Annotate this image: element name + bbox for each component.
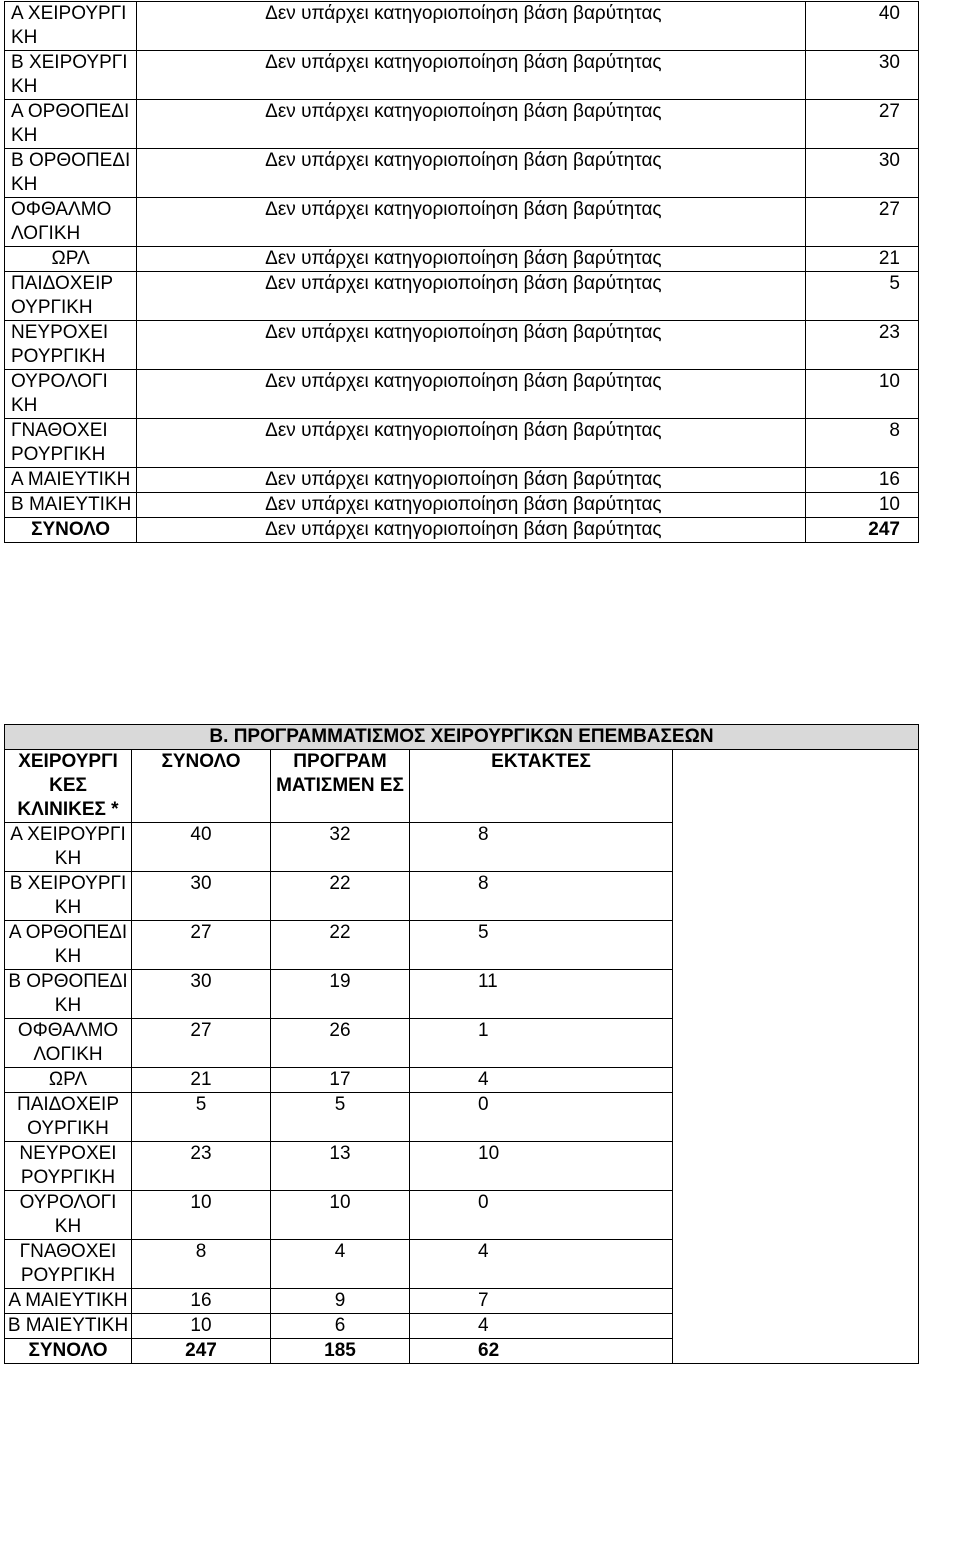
- summary-value: 21: [806, 247, 919, 272]
- schedule-total: 21: [132, 1068, 271, 1093]
- schedule-row: [5, 1019, 919, 1068]
- summary-note: Δεν υπάρχει κατηγοριοποίηση βάση βαρύτητας: [137, 149, 806, 198]
- schedule-total: 16: [132, 1289, 271, 1314]
- summary-value: 10: [806, 493, 919, 518]
- summary-value: 27: [806, 198, 919, 247]
- summary-note: Δεν υπάρχει κατηγοριοποίηση βάση βαρύτητας: [137, 100, 806, 149]
- summary-note: Δεν υπάρχει κατηγοριοποίηση βάση βαρύτητας: [137, 493, 806, 518]
- summary-clinic: ΝΕΥΡΟΧΕΙ ΡΟΥΡΓΙΚΗ: [5, 321, 137, 370]
- summary-note: Δεν υπάρχει κατηγοριοποίηση βάση βαρύτητας: [137, 247, 806, 272]
- schedule-emergency: 4: [410, 1068, 673, 1093]
- schedule-emergency: 7: [410, 1289, 673, 1314]
- schedule-total: 23: [132, 1142, 271, 1191]
- schedule-scheduled: 22: [271, 872, 410, 921]
- summary-clinic: Β ΟΡΘΟΠΕΔΙ ΚΗ: [5, 149, 137, 198]
- schedule-total: 30: [132, 872, 271, 921]
- schedule-scheduled: 26: [271, 1019, 410, 1068]
- schedule-clinic: Β ΟΡΘΟΠΕΔΙ ΚΗ: [5, 970, 132, 1019]
- summary-note: Δεν υπάρχει κατηγοριοποίηση βάση βαρύτητας: [137, 51, 806, 100]
- blank-column: [673, 750, 919, 823]
- schedule-total: 40: [132, 823, 271, 872]
- schedule-scheduled: 9: [271, 1289, 410, 1314]
- schedule-emergency: 0: [410, 1191, 673, 1240]
- schedule-emergency: 11: [410, 970, 673, 1019]
- summary-value: 23: [806, 321, 919, 370]
- summary-note: Δεν υπάρχει κατηγοριοποίηση βάση βαρύτητας: [137, 370, 806, 419]
- blank-cell: [673, 1191, 919, 1240]
- schedule-row: [5, 970, 919, 1019]
- summary-row: [5, 2, 919, 51]
- summary-note: Δεν υπάρχει κατηγοριοποίηση βάση βαρύτητας: [137, 468, 806, 493]
- schedule-scheduled: 19: [271, 970, 410, 1019]
- blank-cell: [673, 1019, 919, 1068]
- schedule-clinic: ΩΡΛ: [5, 1068, 132, 1093]
- summary-clinic: Α ΜΑΙΕΥΤΙΚΗ: [5, 468, 137, 493]
- schedule-total-row: [5, 1339, 919, 1364]
- schedule-row: [5, 1314, 919, 1339]
- schedule-total: 27: [132, 1019, 271, 1068]
- blank-cell: [673, 1093, 919, 1142]
- schedule-total: 8: [132, 1240, 271, 1289]
- blank-cell: [673, 1289, 919, 1314]
- summary-clinic: ΟΦΘΑΛΜΟ ΛΟΓΙΚΗ: [5, 198, 137, 247]
- schedule-scheduled: 10: [271, 1191, 410, 1240]
- header-clinics: ΧΕΙΡΟΥΡΓΙ ΚΕΣ ΚΛΙΝΙΚΕΣ *: [5, 750, 132, 823]
- schedule-emergency: 10: [410, 1142, 673, 1191]
- summary-value: 27: [806, 100, 919, 149]
- blank-cell: [673, 970, 919, 1019]
- summary-clinic: Α ΧΕΙΡΟΥΡΓΙ ΚΗ: [5, 2, 137, 51]
- summary-total-note: Δεν υπάρχει κατηγοριοποίηση βάση βαρύτητας: [137, 518, 806, 543]
- schedule-clinic: Α ΧΕΙΡΟΥΡΓΙ ΚΗ: [5, 823, 132, 872]
- schedule-row: [5, 1142, 919, 1191]
- blank-cell: [673, 1339, 919, 1364]
- schedule-emergency: 1: [410, 1019, 673, 1068]
- schedule-total-scheduled: 185: [271, 1339, 410, 1364]
- summary-row: [5, 321, 919, 370]
- summary-note: Δεν υπάρχει κατηγοριοποίηση βάση βαρύτητας: [137, 198, 806, 247]
- summary-value: 40: [806, 2, 919, 51]
- schedule-row: [5, 1240, 919, 1289]
- schedule-row: [5, 823, 919, 872]
- schedule-emergency: 8: [410, 872, 673, 921]
- summary-row: [5, 272, 919, 321]
- summary-clinic: ΠΑΙΔΟΧΕΙΡ ΟΥΡΓΙΚΗ: [5, 272, 137, 321]
- schedule-scheduled: 6: [271, 1314, 410, 1339]
- schedule-emergency: 5: [410, 921, 673, 970]
- schedule-total-emergency: 62: [410, 1339, 673, 1364]
- summary-note: Δεν υπάρχει κατηγοριοποίηση βάση βαρύτητας: [137, 272, 806, 321]
- schedule-scheduled: 17: [271, 1068, 410, 1093]
- summary-row: [5, 51, 919, 100]
- summary-note: Δεν υπάρχει κατηγοριοποίηση βάση βαρύτητας: [137, 419, 806, 468]
- schedule-scheduled: 22: [271, 921, 410, 970]
- header-emergency: ΕΚΤΑΚΤΕΣ: [410, 750, 673, 823]
- summary-value: 30: [806, 51, 919, 100]
- schedule-scheduled: 5: [271, 1093, 410, 1142]
- schedule-grand-total: 247: [132, 1339, 271, 1364]
- summary-value: 8: [806, 419, 919, 468]
- severity-summary-table: [4, 1, 919, 543]
- summary-value: 16: [806, 468, 919, 493]
- schedule-scheduled: 32: [271, 823, 410, 872]
- schedule-row: [5, 1289, 919, 1314]
- summary-note: Δεν υπάρχει κατηγοριοποίηση βάση βαρύτητας: [137, 321, 806, 370]
- summary-clinic: Α ΟΡΘΟΠΕΔΙ ΚΗ: [5, 100, 137, 149]
- summary-total-row: [5, 518, 919, 543]
- blank-cell: [673, 872, 919, 921]
- header-total: ΣΥΝΟΛΟ: [132, 750, 271, 823]
- schedule-clinic: ΟΥΡΟΛΟΓΙ ΚΗ: [5, 1191, 132, 1240]
- schedule-row: [5, 1093, 919, 1142]
- schedule-scheduled: 13: [271, 1142, 410, 1191]
- blank-cell: [673, 1142, 919, 1191]
- schedule-row: [5, 872, 919, 921]
- summary-clinic: Β ΜΑΙΕΥΤΙΚΗ: [5, 493, 137, 518]
- schedule-clinic: ΠΑΙΔΟΧΕΙΡ ΟΥΡΓΙΚΗ: [5, 1093, 132, 1142]
- summary-row: [5, 198, 919, 247]
- schedule-clinic: Β ΜΑΙΕΥΤΙΚΗ: [5, 1314, 132, 1339]
- schedule-total: 30: [132, 970, 271, 1019]
- summary-row: [5, 149, 919, 198]
- summary-value: 5: [806, 272, 919, 321]
- summary-value: 30: [806, 149, 919, 198]
- summary-row: [5, 468, 919, 493]
- schedule-clinic: Β ΧΕΙΡΟΥΡΓΙ ΚΗ: [5, 872, 132, 921]
- schedule-emergency: 8: [410, 823, 673, 872]
- section-banner: Β. ΠΡΟΓΡΑΜΜΑΤΙΣΜΟΣ ΧΕΙΡΟΥΡΓΙΚΩΝ ΕΠΕΜΒΑΣΕΩΝ: [5, 725, 919, 750]
- schedule-clinic: ΟΦΘΑΛΜΟ ΛΟΓΙΚΗ: [5, 1019, 132, 1068]
- summary-row: [5, 247, 919, 272]
- summary-clinic: ΓΝΑΘΟΧΕΙ ΡΟΥΡΓΙΚΗ: [5, 419, 137, 468]
- schedule-emergency: 4: [410, 1314, 673, 1339]
- summary-row: [5, 100, 919, 149]
- schedule-total-label: ΣΥΝΟΛΟ: [5, 1339, 132, 1364]
- schedule-clinic: ΓΝΑΘΟΧΕΙ ΡΟΥΡΓΙΚΗ: [5, 1240, 132, 1289]
- summary-note: Δεν υπάρχει κατηγοριοποίηση βάση βαρύτητας: [137, 2, 806, 51]
- summary-total-value: 247: [806, 518, 919, 543]
- summary-row: [5, 370, 919, 419]
- schedule-emergency: 4: [410, 1240, 673, 1289]
- blank-cell: [673, 921, 919, 970]
- surgery-scheduling-table: [4, 724, 919, 1364]
- summary-row: [5, 493, 919, 518]
- schedule-emergency: 0: [410, 1093, 673, 1142]
- schedule-total: 27: [132, 921, 271, 970]
- summary-total-label: ΣΥΝΟΛΟ: [5, 518, 137, 543]
- blank-cell: [673, 1068, 919, 1093]
- summary-clinic: ΩΡΛ: [5, 247, 137, 272]
- schedule-clinic: ΝΕΥΡΟΧΕΙ ΡΟΥΡΓΙΚΗ: [5, 1142, 132, 1191]
- schedule-row: [5, 1191, 919, 1240]
- schedule-row: [5, 921, 919, 970]
- schedule-total: 10: [132, 1191, 271, 1240]
- summary-value: 10: [806, 370, 919, 419]
- blank-cell: [673, 1314, 919, 1339]
- summary-clinic: ΟΥΡΟΛΟΓΙ ΚΗ: [5, 370, 137, 419]
- header-scheduled: ΠΡΟΓΡΑΜ ΜΑΤΙΣΜΕΝ ΕΣ: [271, 750, 410, 823]
- schedule-total: 5: [132, 1093, 271, 1142]
- schedule-scheduled: 4: [271, 1240, 410, 1289]
- schedule-total: 10: [132, 1314, 271, 1339]
- summary-clinic: Β ΧΕΙΡΟΥΡΓΙ ΚΗ: [5, 51, 137, 100]
- blank-cell: [673, 1240, 919, 1289]
- blank-cell: [673, 823, 919, 872]
- schedule-clinic: Α ΜΑΙΕΥΤΙΚΗ: [5, 1289, 132, 1314]
- summary-row: [5, 419, 919, 468]
- schedule-row: [5, 1068, 919, 1093]
- schedule-clinic: Α ΟΡΘΟΠΕΔΙ ΚΗ: [5, 921, 132, 970]
